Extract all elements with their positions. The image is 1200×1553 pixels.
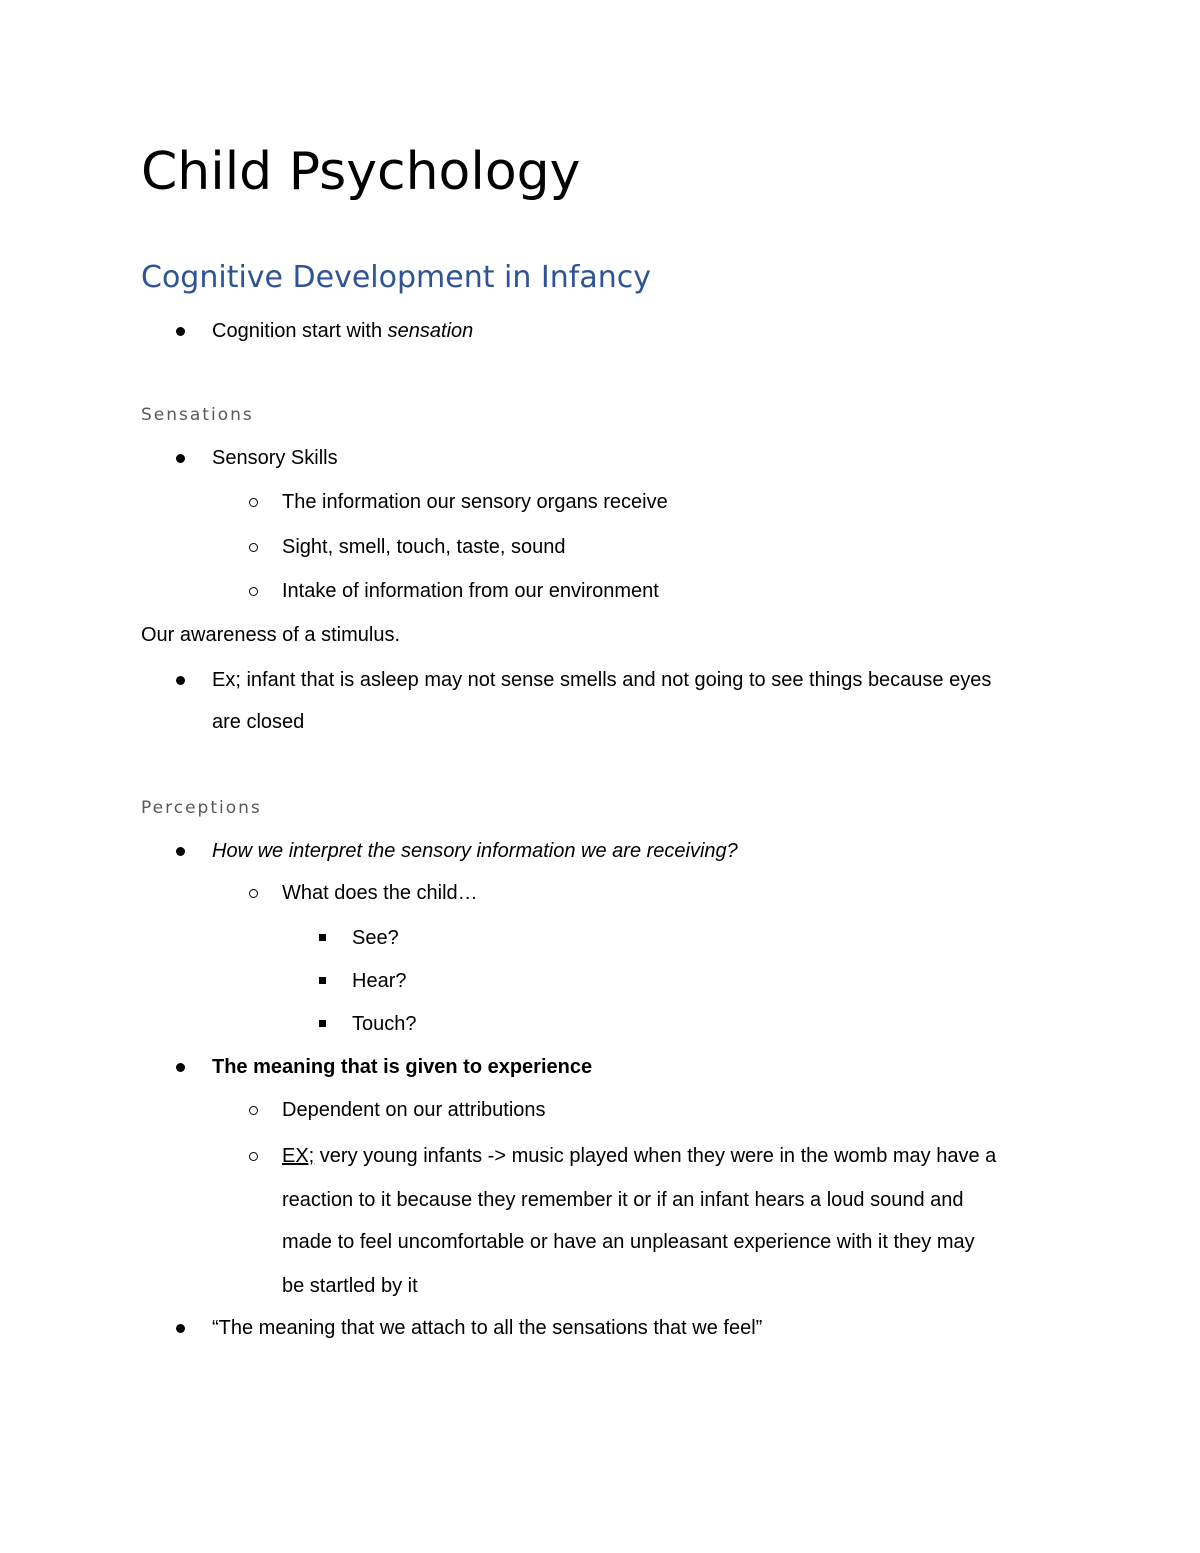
bullet-square-icon <box>319 934 326 941</box>
perception-sense-item: Touch? <box>352 1013 417 1035</box>
infant-example-line: reaction to it because they remember it or if an infant hears a loud sound and <box>282 1189 964 1211</box>
perception-sense-item: See? <box>352 927 399 949</box>
heading-perceptions: Perceptions <box>141 798 262 818</box>
infant-example-line: made to feel uncomfortable or have an unpleasant experience with it they may <box>282 1231 975 1253</box>
sensations-sub-item: Intake of information from our environment <box>282 580 659 602</box>
bullet-circle-icon <box>249 1106 258 1115</box>
perception-sub-item: What does the child… <box>282 882 478 904</box>
quote-bullet: “The meaning that we attach to all the sensations that we feel” <box>212 1317 763 1339</box>
bullet-dot-icon <box>176 1324 185 1333</box>
document-title: Child Psychology <box>141 142 581 202</box>
meaning-bold-text: The meaning that is given to experience <box>212 1056 593 1078</box>
infant-example-line <box>282 1141 996 1171</box>
attributions-sub-item: Dependent on our attributions <box>282 1099 546 1121</box>
bullet-circle-icon <box>249 498 258 507</box>
bullet-dot-icon <box>176 847 185 856</box>
bullet-circle-icon <box>249 587 258 596</box>
bullet-dot-icon <box>176 327 185 336</box>
bullet-circle-icon <box>249 1152 258 1161</box>
intro-bullet-text <box>212 316 473 346</box>
intro-text: Cognition start with <box>212 320 388 342</box>
bullet-circle-icon <box>249 543 258 552</box>
ex-label: EX; <box>282 1145 315 1167</box>
perception-question <box>212 836 738 866</box>
sensations-sub-item: The information our sensory organs receive <box>282 491 668 513</box>
bullet-square-icon <box>319 1020 326 1027</box>
perception-question-text: How we interpret the sensory information we are receiving? <box>212 840 738 862</box>
example-line: are closed <box>212 711 305 733</box>
heading-cognitive-development: Cognitive Development in Infancy <box>141 260 651 295</box>
intro-italic-term: sensation <box>387 320 474 342</box>
sensory-skills-bullet: Sensory Skills <box>212 447 338 469</box>
heading-sensations: Sensations <box>141 405 254 425</box>
infant-example-line: be startled by it <box>282 1275 418 1297</box>
bullet-dot-icon <box>176 676 185 685</box>
meaning-bullet <box>212 1052 592 1082</box>
bullet-square-icon <box>319 977 326 984</box>
bullet-dot-icon <box>176 1063 185 1072</box>
sensations-sub-item: Sight, smell, touch, taste, sound <box>282 536 566 558</box>
awareness-paragraph: Our awareness of a stimulus. <box>141 624 400 646</box>
bullet-circle-icon <box>249 889 258 898</box>
ex-text: very young infants -> music played when they were in the womb may have a <box>314 1145 997 1167</box>
perception-sense-item: Hear? <box>352 970 407 992</box>
example-line: Ex; infant that is asleep may not sense smells and not going to see things because eyes <box>212 669 992 691</box>
bullet-dot-icon <box>176 454 185 463</box>
